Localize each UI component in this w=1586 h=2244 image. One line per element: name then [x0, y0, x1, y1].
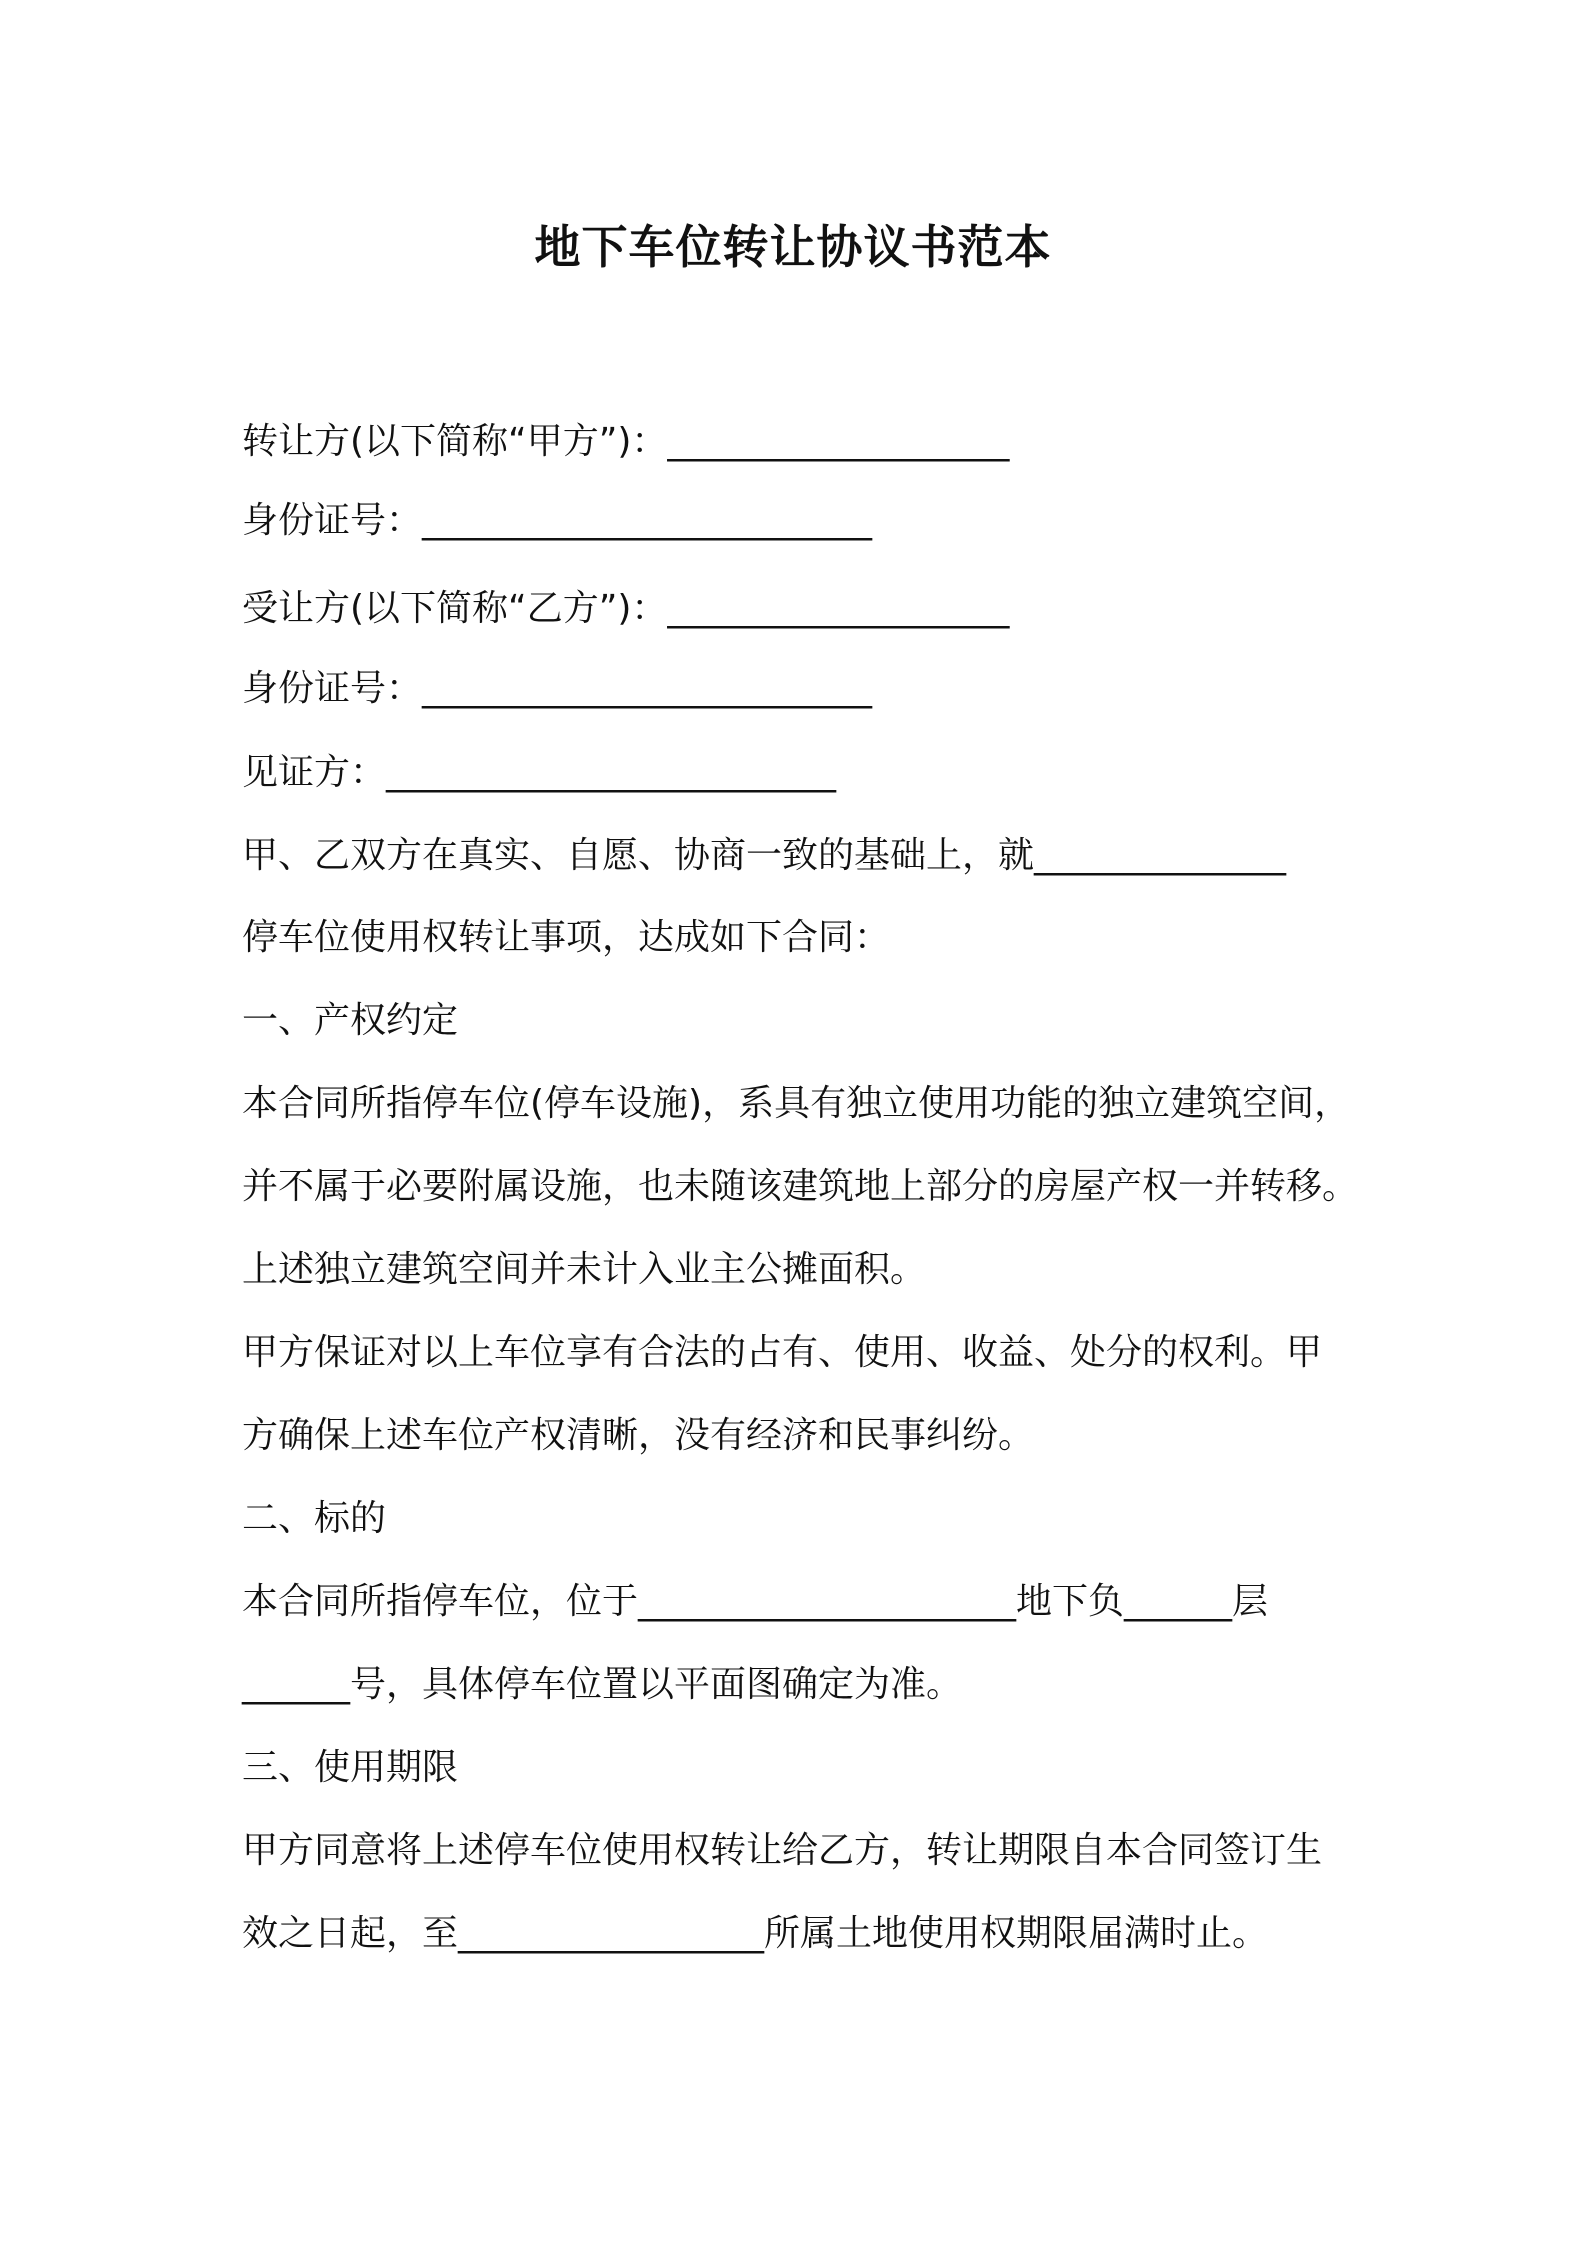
- transferee-line: 受让方(以下简称“乙方”)：___________________: [242, 588, 1010, 629]
- term-paragraph-line-1: 甲方同意将上述停车位使用权转让给乙方，转让期限自本合同签订生: [242, 1830, 1323, 1871]
- preamble-line-2: 停车位使用权转让事项，达成如下合同：: [242, 917, 891, 958]
- guarantee-paragraph-line-2: 方确保上述车位产权清晰，没有经济和民事纠纷。: [242, 1415, 1035, 1456]
- property-paragraph-line-2: 并不属于必要附属设施，也未随该建筑地上部分的房屋产权一并转移。: [242, 1166, 1359, 1207]
- subject-paragraph-line-2: ______号，具体停车位置以平面图确定为准。: [242, 1664, 963, 1705]
- property-paragraph-line-3: 上述独立建筑空间并未计入业主公摊面积。: [242, 1249, 927, 1290]
- subject-paragraph-line-1: 本合同所指停车位，位于_____________________地下负______层: [242, 1581, 1269, 1622]
- section-heading-property: 一、产权约定: [242, 1000, 459, 1041]
- term-paragraph-line-2: 效之日起，至_________________所属土地使用权期限届满时止。: [242, 1913, 1269, 1954]
- transferor-line: 转让方(以下简称“甲方”)：___________________: [242, 421, 1010, 462]
- property-paragraph-line-1: 本合同所指停车位(停车设施)，系具有独立使用功能的独立建筑空间，: [242, 1083, 1351, 1124]
- preamble-line-1: 甲、乙双方在真实、自愿、协商一致的基础上，就______________: [242, 835, 1287, 876]
- witness-line: 见证方：_________________________: [242, 752, 837, 793]
- transferee-id-line: 身份证号：_________________________: [242, 668, 873, 709]
- section-heading-term: 三、使用期限: [242, 1747, 459, 1788]
- document-title: 地下车位转让协议书范本: [534, 220, 1052, 274]
- transferor-id-line: 身份证号：_________________________: [242, 500, 873, 541]
- guarantee-paragraph-line-1: 甲方保证对以上车位享有合法的占有、使用、收益、处分的权利。甲: [242, 1332, 1323, 1373]
- section-heading-subject: 二、标的: [242, 1498, 387, 1539]
